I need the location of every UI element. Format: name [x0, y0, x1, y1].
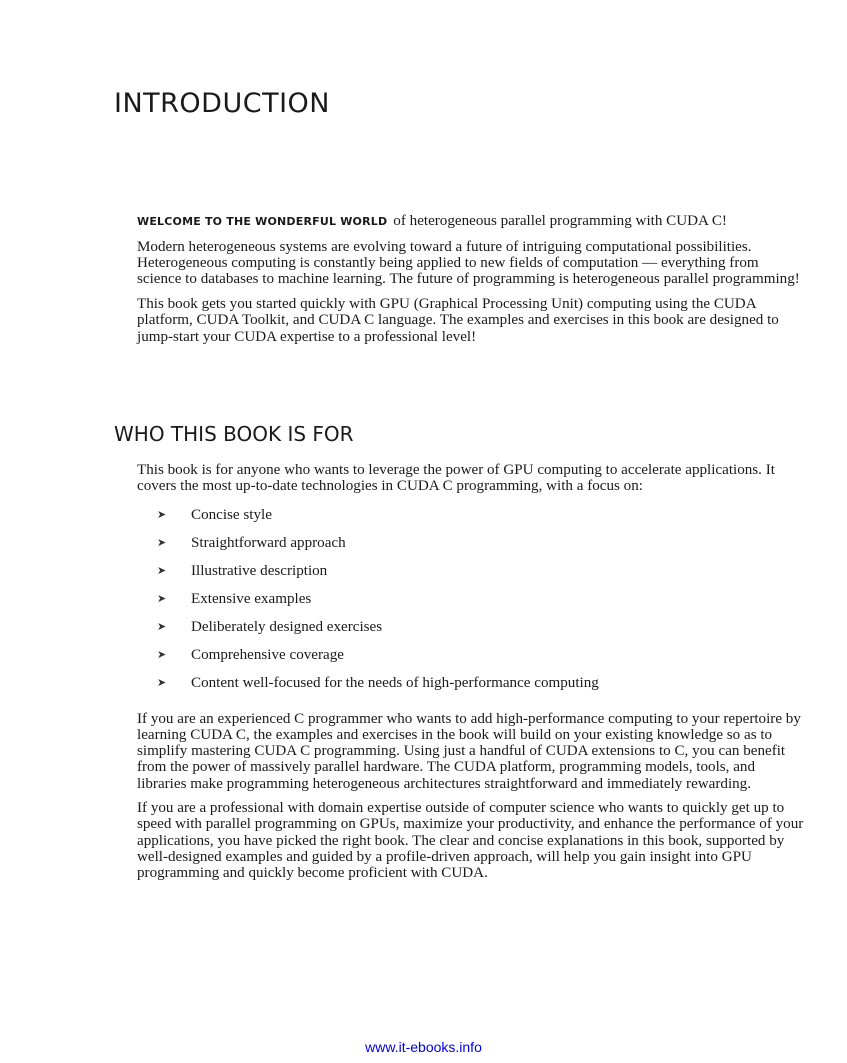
section-heading: WHO THIS BOOK IS FOR	[114, 422, 354, 446]
arrow-bullet-icon: ➤	[157, 563, 167, 577]
list-item-text: Straightforward approach	[191, 534, 346, 551]
list-item	[137, 529, 805, 557]
intro-paragraph-1	[137, 213, 805, 230]
who-paragraph-1: This book is for anyone who wants to leverage the power of GPU computing to accelerate applications. It covers the most up-to-date technologies in CUDA C programming, with a focus on:	[137, 462, 775, 495]
list-item	[137, 613, 805, 641]
intro-section	[137, 213, 805, 354]
list-item	[137, 669, 805, 697]
list-item-text: Concise style	[191, 506, 272, 523]
footer-link[interactable]: www.it-ebooks.info	[365, 1039, 482, 1055]
arrow-bullet-icon: ➤	[157, 507, 167, 521]
list-item	[137, 641, 805, 669]
list-item	[137, 585, 805, 613]
who-paragraph-3: If you are a professional with domain expertise outside of computer science who wants to quickly get up to speed with parallel programming on GPUs, maximize your productivity, and enhance the performance of your applications, you have picked the right book. The clear and concise explanations in this book, supported by well-designed examples and guided by a profile-driven approach, will help you gain insight into GPU programming and quickly become proficient with CUDA.	[137, 800, 804, 882]
lead-in-text: WELCOME TO THE WONDERFUL WORLD	[137, 215, 388, 228]
arrow-bullet-icon: ➤	[157, 619, 167, 633]
list-item	[137, 501, 805, 529]
lead-in-rest: of heterogeneous parallel programming with CUDA C!	[393, 213, 727, 229]
arrow-bullet-icon: ➤	[157, 535, 167, 549]
list-item	[137, 557, 805, 585]
list-item-text: Deliberately designed exercises	[191, 618, 383, 635]
who-paragraph-2: If you are an experienced C programmer who wants to add high-performance computing to your repertoire by learning CUDA C, the examples and exercises in the book will build on your existing knowledge so as to simplify mastering CUDA C programming. Using just a handful of CUDA extensions to C, you can benefit from the power of massively parallel hardware. The CUDA platform, programming models, tools, and libraries make programming heterogeneous architectures straightforward and immediately rewarding.	[137, 710, 801, 792]
list-item-text: Illustrative description	[191, 562, 328, 579]
focus-list	[137, 501, 805, 697]
list-item-text: Extensive examples	[191, 590, 312, 607]
who-section	[137, 462, 805, 882]
intro-paragraph-2: Modern heterogeneous systems are evolving toward a future of intriguing computational possibilities. Heterogeneous computing is constantly being applied to new fields of computation — everything from science to databases to machine learning. The future of programming is heterogeneous parallel programming!	[137, 238, 800, 288]
intro-paragraph-3: This book gets you started quickly with GPU (Graphical Processing Unit) computing using the CUDA platform, CUDA Toolkit, and CUDA C language. The examples and exercises in this book are designed to jump-start your CUDA expertise to a professional level!	[137, 296, 779, 345]
list-item-text: Comprehensive coverage	[191, 646, 344, 663]
page-title: INTRODUCTION	[114, 88, 330, 119]
arrow-bullet-icon: ➤	[157, 675, 167, 689]
arrow-bullet-icon: ➤	[157, 591, 167, 605]
arrow-bullet-icon: ➤	[157, 647, 167, 661]
list-item-text: Content well-focused for the needs of high-performance computing	[191, 674, 599, 691]
